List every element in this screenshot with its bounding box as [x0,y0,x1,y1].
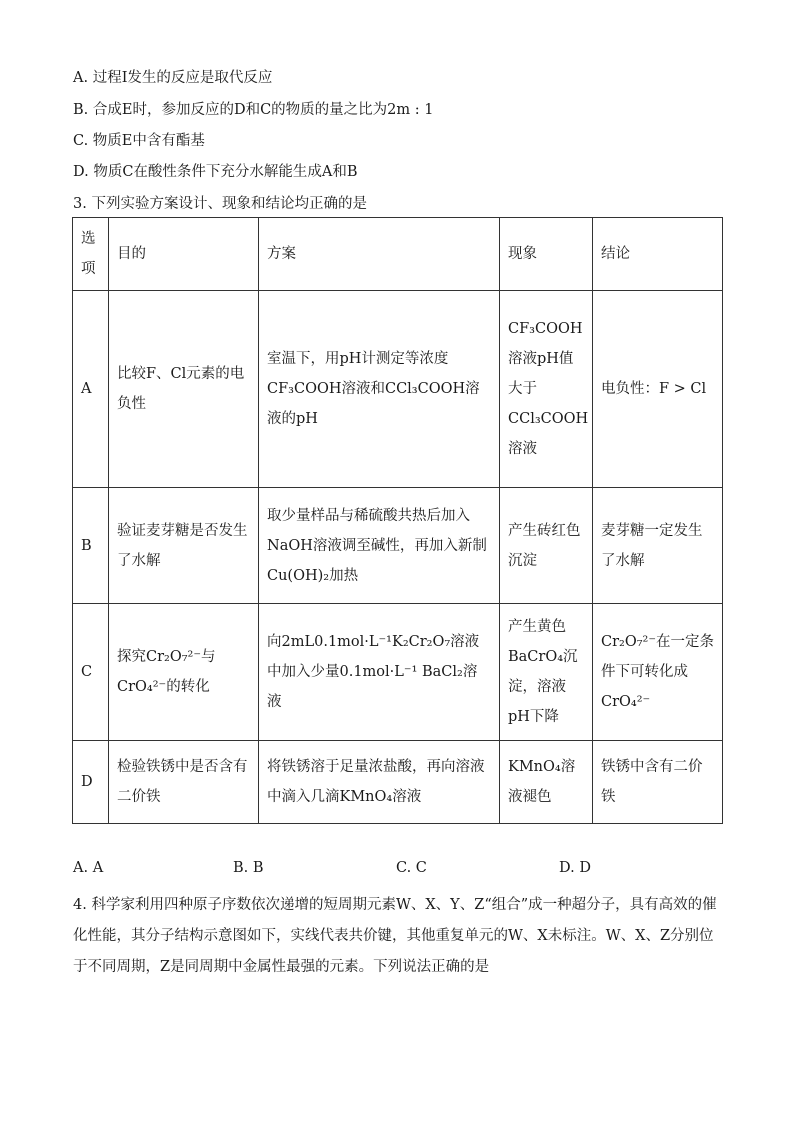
table-row [73,741,723,824]
row-conclusion: Cr₂O₇²⁻在一定条件下可转化成CrO₄²⁻ [593,604,723,741]
choice-b[interactable]: B. B [233,860,264,876]
header-plan: 方案 [259,218,500,291]
row-purpose: 验证麦芽糖是否发生了水解 [109,488,259,604]
row-conclusion: 铁锈中含有二价铁 [593,741,723,824]
choice-a[interactable]: A. A [73,860,104,876]
choice-d[interactable]: D. D [559,860,591,876]
row-key: D [73,741,109,824]
row-purpose: 比较F、Cl元素的电负性 [109,291,259,488]
row-plan: 室温下，用pH计测定等浓度CF₃COOH溶液和CCl₃COOH溶液的pH [259,291,500,488]
experiment-table [72,217,723,824]
option-d: D. 物质C在酸性条件下充分水解能生成A和B [73,164,358,180]
table-row [73,291,723,488]
row-phenomenon: 产生砖红色沉淀 [500,488,593,604]
option-a: A. 过程Ⅰ发生的反应是取代反应 [73,70,273,86]
header-conclusion: 结论 [593,218,723,291]
header-purpose: 目的 [109,218,259,291]
row-plan: 向2mL0.1mol·L⁻¹K₂Cr₂O₇溶液中加入少量0.1mol·L⁻¹ BaCl₂溶液 [259,604,500,741]
row-key: C [73,604,109,741]
row-phenomenon: KMnO₄溶液褪色 [500,741,593,824]
question-4-stem: 4. 科学家利用四种原子序数依次递增的短周期元素W、X、Y、Z“组合”成一种超分子，具有高效的催化性能，其分子结构示意图如下，实线代表共价键，其他重复单元的W、X未标注。W、X、Z分别位于不同周期，Z是同周期中金属性最强的元素。下列说法正确的是 [73,897,717,975]
row-conclusion: 麦芽糖一定发生了水解 [593,488,723,604]
question-3-stem: 3. 下列实验方案设计、现象和结论均正确的是 [73,196,367,212]
header-phenomenon: 现象 [500,218,593,291]
row-phenomenon: CF₃COOH溶液pH值大于CCl₃COOH溶液 [500,291,593,488]
option-c: C. 物质E中含有酯基 [73,133,205,149]
row-purpose: 检验铁锈中是否含有二价铁 [109,741,259,824]
answer-choices [73,860,723,882]
row-conclusion: 电负性：F > Cl [593,291,723,488]
row-key: B [73,488,109,604]
table-header-row [73,218,723,291]
row-phenomenon: 产生黄色BaCrO₄沉淀，溶液pH下降 [500,604,593,741]
row-purpose: 探究Cr₂O₇²⁻与CrO₄²⁻的转化 [109,604,259,741]
choice-c[interactable]: C. C [396,860,427,876]
row-key: A [73,291,109,488]
table-row [73,488,723,604]
row-plan: 取少量样品与稀硫酸共热后加入NaOH溶液调至碱性，再加入新制Cu(OH)₂加热 [259,488,500,604]
option-b: B. 合成E时，参加反应的D和C的物质的量之比为2m : 1 [73,102,434,118]
table-row [73,604,723,741]
row-plan: 将铁锈溶于足量浓盐酸，再向溶液中滴入几滴KMnO₄溶液 [259,741,500,824]
header-option: 选项 [73,218,109,291]
